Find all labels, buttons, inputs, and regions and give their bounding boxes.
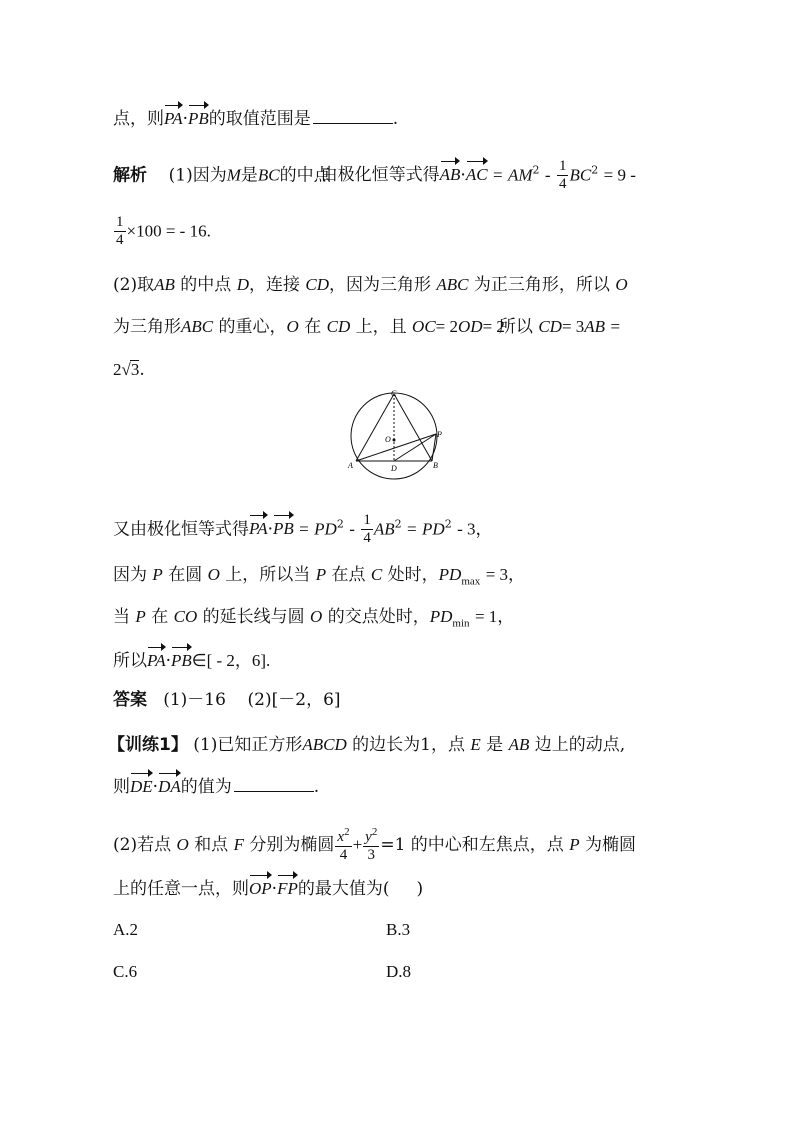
text: 在圆: [168, 565, 203, 585]
line-part2-1: [113, 276, 628, 294]
math-var: AB: [508, 735, 530, 754]
line-range-question: [113, 108, 398, 128]
text: 所以: [113, 651, 147, 671]
exponent: 2: [336, 517, 344, 531]
vector-pb: PB: [272, 519, 294, 539]
sqrt-icon: √: [121, 360, 131, 379]
equals-value: = 1，: [474, 607, 515, 626]
text: 的边长为1，点: [352, 735, 465, 755]
text: (1)已知正方形: [193, 735, 303, 755]
vector-ab: AB: [439, 165, 461, 185]
text: 处时，: [387, 565, 439, 585]
math-var: P: [315, 565, 327, 584]
math-var: OD: [458, 317, 483, 336]
text: 的取值范围是: [208, 109, 311, 129]
fraction: [361, 512, 373, 548]
vector-pa: PA: [249, 519, 268, 539]
denominator: 4: [558, 176, 567, 193]
math-var: ABC: [181, 317, 214, 336]
line-polarization: [113, 512, 493, 548]
text: 的中点: [279, 165, 331, 186]
label-p: P: [437, 430, 442, 439]
math-var: P: [135, 607, 146, 626]
option-c[interactable]: C.6: [113, 962, 138, 981]
text: 又由极化恒等式得: [113, 519, 249, 540]
equals: = 2: [435, 317, 459, 336]
vector-op: OP: [249, 879, 272, 898]
math-var: OC: [412, 317, 436, 336]
text: 的延长线与圆: [202, 607, 305, 627]
math-var: CD: [538, 317, 562, 336]
vector-pb: PB: [170, 651, 192, 670]
numerator: [363, 826, 379, 847]
vector-pa: PA: [164, 109, 183, 128]
text: 的值为: [180, 777, 232, 797]
math-var: M: [226, 165, 241, 185]
exponent: 2: [394, 517, 402, 531]
dot-operator: ·: [182, 109, 188, 129]
math-var: CD: [305, 275, 329, 294]
period: .: [139, 360, 145, 380]
label-b: B: [433, 461, 438, 470]
period: .: [392, 109, 399, 129]
radicand: 3: [130, 360, 140, 379]
text: 为三角形: [113, 317, 181, 337]
equals: =: [407, 519, 417, 539]
option-b[interactable]: B.3: [386, 920, 411, 939]
line-training-2b: [113, 878, 423, 898]
math-var: ABCD: [302, 735, 347, 754]
text: (1)因为: [168, 165, 227, 186]
math-var: PD: [314, 519, 337, 539]
text: 当: [113, 607, 130, 627]
result: ×100 = - 16.: [126, 221, 211, 241]
text: ，连接: [248, 275, 300, 295]
dot-operator: ·: [271, 879, 278, 899]
option-a[interactable]: A.2: [113, 920, 139, 939]
equals: =: [299, 519, 309, 539]
subscript: min: [452, 617, 470, 630]
math-var: O: [615, 275, 628, 294]
text: 在点: [331, 565, 366, 585]
line-part2-3: [113, 360, 145, 379]
text: 和点: [194, 834, 229, 855]
answer-text: (1)－16 (2)[－2，6]: [163, 690, 341, 710]
text: 则: [113, 777, 130, 797]
vector-pb: PB: [187, 109, 209, 128]
denominator: 4: [363, 530, 371, 547]
vector-fp: FP: [277, 879, 298, 898]
dot-operator: ·: [152, 777, 159, 797]
answer-label: 答案: [113, 690, 147, 710]
exponent: 2: [532, 163, 540, 177]
line-part2-2: [113, 318, 620, 336]
math-var: ABC: [436, 275, 469, 294]
text: 的最大值为( ): [297, 879, 424, 899]
math-var: C: [370, 565, 383, 584]
text: 在: [304, 317, 322, 337]
label-d: D: [391, 464, 397, 473]
text: 为正三角形，所以: [473, 275, 610, 295]
text: 边上的动点,: [534, 735, 626, 755]
line-answer: [113, 692, 341, 709]
line-conclusion: [113, 650, 270, 670]
line-analysis-2: [113, 214, 211, 250]
text: 分别为椭圆: [249, 834, 335, 855]
label-o: O: [385, 435, 391, 444]
math-var: BC: [569, 165, 592, 185]
text: 是: [486, 735, 504, 755]
text: 点，则: [113, 109, 164, 129]
text: 上，所以当: [225, 565, 311, 585]
subscript: max: [461, 575, 481, 588]
answer-blank: [234, 777, 314, 792]
exponent: 2: [444, 517, 452, 531]
numerator: 1: [114, 214, 126, 232]
math-var: BC: [257, 165, 280, 185]
equals-value: = 3，: [485, 565, 526, 584]
minus: -: [544, 165, 551, 185]
math-var: E: [470, 735, 481, 754]
math-var: O: [176, 834, 189, 854]
text: 的交点处时，: [327, 607, 430, 627]
fraction-x2-4: [335, 826, 351, 865]
exponent: 2: [344, 826, 350, 838]
circle-triangle-figure: [340, 388, 456, 480]
text: ，因为三角形: [329, 275, 431, 295]
exponent: 2: [371, 826, 378, 838]
equals-nine: = 9 -: [603, 165, 636, 185]
exponent: 2: [591, 163, 599, 177]
denominator: 4: [339, 847, 348, 864]
dot-operator: ·: [460, 165, 466, 186]
math-var: AB: [584, 317, 606, 336]
equals: = 3: [561, 317, 585, 336]
fraction: [557, 158, 569, 194]
minus-three: - 3，: [457, 519, 493, 539]
training-label: 【训练1】: [108, 735, 188, 755]
equals: =: [492, 165, 503, 185]
math-var: P: [152, 565, 163, 584]
math-var: PD: [429, 607, 453, 626]
range: ∈[ - 2，6].: [191, 651, 271, 670]
vector-de: DE: [130, 777, 153, 796]
line-training-1: [108, 736, 625, 754]
text: 上，且: [355, 317, 407, 337]
denominator: 3: [367, 847, 375, 864]
period: .: [313, 777, 320, 797]
equals: =: [610, 317, 621, 336]
text: =1 的中心和左焦点，点: [380, 834, 564, 855]
math-var: P: [569, 834, 580, 854]
math-var: x: [337, 829, 345, 845]
text: 是: [240, 165, 258, 186]
text: 由极化恒等式得: [320, 165, 440, 186]
math-var: CO: [173, 607, 198, 626]
math-var: F: [233, 834, 244, 854]
minus: -: [349, 519, 355, 539]
text: (2)取: [113, 275, 155, 295]
line-analysis-1: [113, 158, 636, 194]
fraction-y2-3: [363, 826, 379, 865]
vector-da: DA: [158, 777, 181, 796]
numerator: 1: [361, 512, 373, 530]
math-var: O: [286, 317, 299, 336]
text: 上的任意一点，则: [113, 879, 249, 899]
math-var: O: [207, 565, 220, 584]
math-var: PD: [422, 519, 445, 539]
label-c: C: [391, 389, 397, 398]
denominator: 4: [116, 232, 124, 249]
vector-ac: AC: [465, 165, 488, 185]
numerator: [335, 826, 351, 847]
text: 为椭圆: [585, 834, 636, 855]
line-training-1b: [113, 776, 319, 796]
math-var: AB: [154, 275, 175, 294]
text: 的重心，: [218, 317, 287, 337]
text: 因为: [113, 565, 147, 585]
math-var: O: [310, 607, 323, 626]
plus: +: [352, 834, 363, 854]
math-var: D: [236, 275, 249, 294]
math-var: CD: [326, 317, 351, 336]
math-var: y: [365, 829, 372, 845]
answer-blank: [313, 109, 393, 124]
analysis-label: 解析: [113, 165, 147, 186]
dot-operator: ·: [165, 651, 171, 671]
option-d[interactable]: D.8: [386, 962, 412, 981]
line-max-case: [113, 566, 525, 587]
line-training-2: [113, 826, 636, 865]
text: (2)若点: [113, 834, 172, 855]
coefficient: 2: [113, 360, 122, 379]
text: 在: [151, 607, 169, 627]
fraction: [114, 214, 126, 250]
dot-operator: ·: [267, 519, 273, 540]
math-var: AB: [373, 519, 395, 539]
equals: = 2: [482, 317, 505, 336]
vector-pa: PA: [147, 651, 166, 670]
text: 的中点: [180, 275, 232, 295]
math-var: PD: [438, 565, 462, 584]
label-a: A: [348, 461, 353, 470]
text: 所以: [498, 317, 533, 337]
math-var: AM: [507, 165, 533, 185]
numerator: 1: [557, 158, 569, 176]
line-min-case: [113, 608, 514, 629]
